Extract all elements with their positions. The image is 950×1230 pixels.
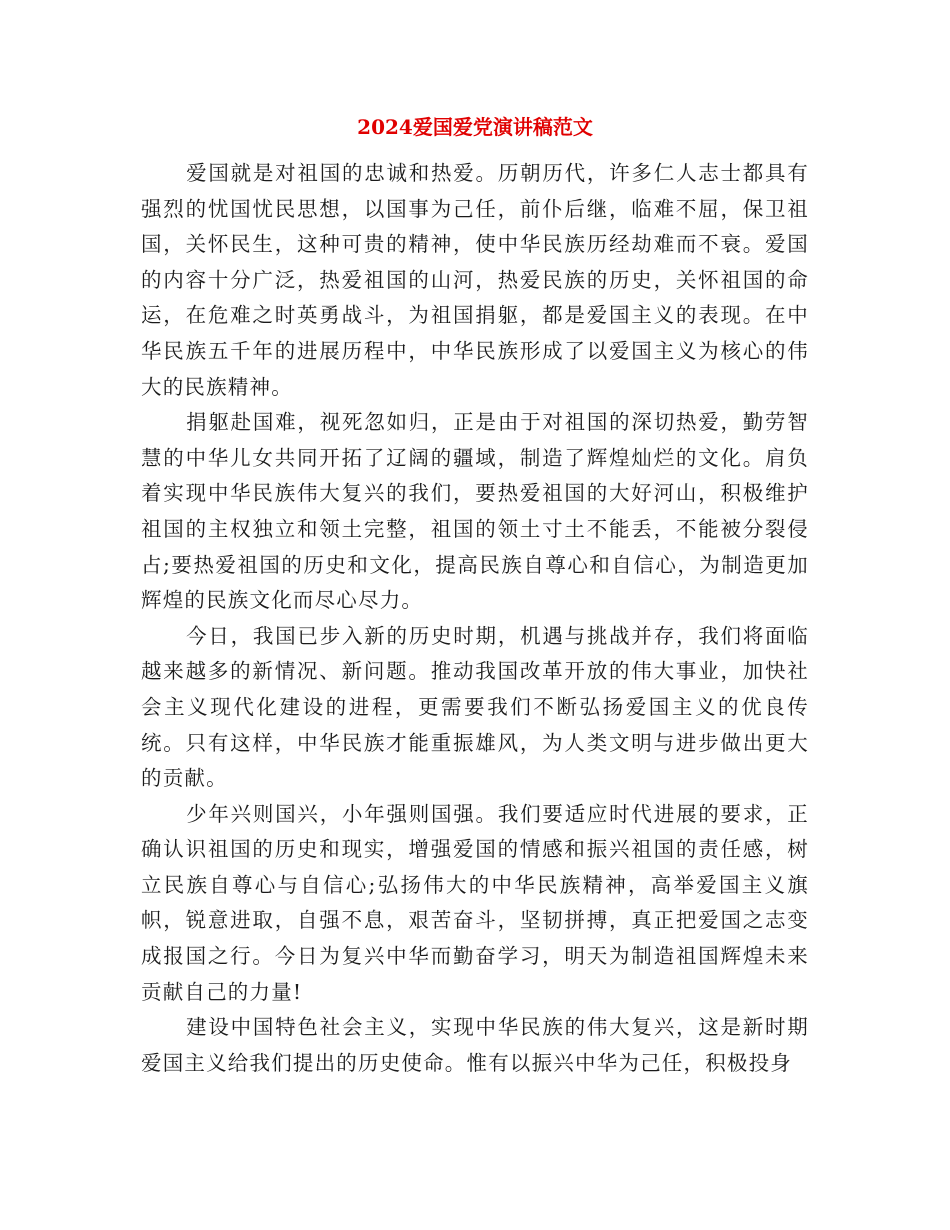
paragraph-4: 少年兴则国兴，小年强则国强。我们要适应时代进展的要求，正确认识祖国的历史和现实，增强爱国的情感和振兴祖国的责任感，树立民族自尊心与自信心;弘扬伟大的中华民族精神，高举爱国主义旗帜，锐意进取，自强不息，艰苦奋斗，坚韧拼搏，真正把爱国之志变成报国之行。今日为复兴中华而勤奋学习，明天为制造祖国辉煌未来贡献自己的力量!: [141, 801, 809, 1004]
paragraph-3: 今日，我国已步入新的历史时期，机遇与挑战并存，我们将面临越来越多的新情况、新问题。推动我国改革开放的伟大事业，加快社会主义现代化建设的进程，更需要我们不断弘扬爱国主义的优良传统。只有这样，中华民族才能重振雄风，为人类文明与进步做出更大的贡献。: [141, 623, 809, 791]
document-title: 2024爱国爱党演讲稿范文: [357, 115, 593, 139]
paragraph-2: 捐躯赴国难，视死忽如归，正是由于对祖国的深切热爱，勤劳智慧的中华儿女共同开拓了辽阔的疆域，制造了辉煌灿烂的文化。肩负着实现中华民族伟大复兴的我们，要热爱祖国的大好河山，积极维护祖国的主权独立和领土完整，祖国的领土寸土不能丢，不能被分裂侵占;要热爱祖国的历史和文化，提高民族自尊心和自信心，为制造更加辉煌的民族文化而尽心尽力。: [141, 410, 809, 613]
paragraph-5: 建设中国特色社会主义，实现中华民族的伟大复兴，这是新时期爱国主义给我们提出的历史使命。惟有以振兴中华为己任，积极投身: [141, 1015, 809, 1075]
paragraph-1: 爱国就是对祖国的忠诚和热爱。历朝历代，许多仁人志士都具有强烈的忧国忧民思想，以国事为己任，前仆后继，临难不屈，保卫祖国，关怀民生，这种可贵的精神，使中华民族历经劫难而不衰。爱国的内容十分广泛，热爱祖国的山河，热爱民族的历史，关怀祖国的命运，在危难之时英勇战斗，为祖国捐躯，都是爱国主义的表现。在中华民族五千年的进展历程中，中华民族形成了以爱国主义为核心的伟大的民族精神。: [141, 161, 809, 399]
document-body: [141, 156, 809, 1081]
